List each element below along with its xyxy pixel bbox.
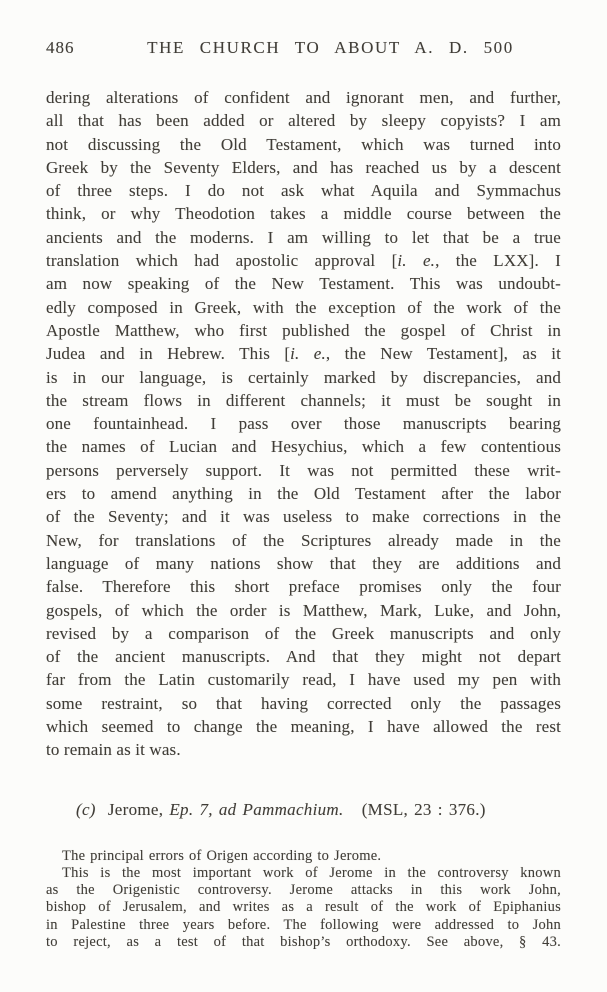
text-line: to reject, as a test of that bishop’s orthodoxy. See above, § 43. bbox=[46, 934, 561, 951]
text-line: Apostle Matthew, who first published the gospel of Christ in bbox=[46, 320, 561, 340]
text-line: of the Seventy; and it was useless to make corrections in the bbox=[46, 507, 561, 527]
citation-line bbox=[46, 798, 561, 822]
text-line: far from the Latin customarily read, I have used my pen with bbox=[46, 670, 561, 690]
text-line: gospels, of which the order is Matthew, Mark, Luke, and John, bbox=[46, 600, 561, 620]
notes-section bbox=[46, 847, 561, 952]
text-line: language of many nations show that they are additions and bbox=[46, 553, 561, 573]
text-line: think, or why Theodotion takes a middle course between the bbox=[46, 204, 561, 224]
citation-segment: (MSL, 23 : 376.) bbox=[343, 799, 486, 819]
text-line: New, for translations of the Scriptures already made in the bbox=[46, 530, 561, 550]
citation-segment: (c) bbox=[76, 799, 96, 819]
citation-segment: Ep. 7, ad Pammachium. bbox=[169, 799, 344, 819]
text-line: edly composed in Greek, with the exception of the work of the bbox=[46, 297, 561, 317]
text-line: Judea and in Hebrew. This [i. e., the New Testament], as it bbox=[46, 344, 561, 364]
notes-lead: The principal errors of Origen according to Jerome. bbox=[62, 847, 382, 864]
page-header bbox=[46, 38, 561, 62]
running-title: THE CHURCH TO ABOUT A. D. 500 bbox=[147, 38, 514, 57]
text-line: which seemed to change the meaning, I have allowed the rest bbox=[46, 717, 561, 737]
text-line: is in our language, is certainly marked by discrepancies, and bbox=[46, 367, 561, 387]
text-line: This is the most important work of Jerome in the controversy known bbox=[62, 864, 561, 881]
text-line: am now speaking of the New Testament. This was undoubt- bbox=[46, 274, 561, 294]
text-line: as the Origenistic controversy. Jerome attacks in this work John, bbox=[46, 882, 561, 898]
citation-segment: Jerome, bbox=[95, 799, 170, 819]
text-line: ers to amend anything in the Old Testament after the labor bbox=[46, 484, 561, 504]
text-line: some restraint, so that having corrected only the passages bbox=[46, 693, 561, 713]
text-line: of the ancient manuscripts. And that they might not depart bbox=[46, 647, 561, 667]
body-text bbox=[46, 86, 561, 762]
text-line: the names of Lucian and Hesychius, which a few contentious bbox=[46, 437, 561, 457]
text-line: to remain as it was. bbox=[46, 740, 181, 760]
text-line: in Palestine three years before. The following were addressed to John bbox=[46, 916, 561, 933]
text-line: dering alterations of confident and ignorant men, and further, bbox=[46, 88, 561, 107]
text-line: the stream flows in different channels; it must be sought in bbox=[46, 390, 561, 410]
text-line: not discussing the Old Testament, which was turned into bbox=[46, 134, 561, 154]
text-line: translation which had apostolic approval [i. e., the LXX]. I bbox=[46, 251, 561, 271]
text-line: persons perversely support. It was not permitted these writ- bbox=[46, 460, 561, 480]
text-line: one fountainhead. I pass over those manuscripts bearing bbox=[46, 414, 561, 434]
text-line: ancients and the moderns. I am willing to let that be a true bbox=[46, 227, 561, 247]
page-number: 486 bbox=[46, 38, 75, 57]
notes-paragraph bbox=[46, 865, 561, 952]
text-line: all that has been added or altered by sleepy copyists? I am bbox=[46, 111, 561, 131]
text-line: revised by a comparison of the Greek manuscripts and only bbox=[46, 623, 561, 643]
text-line: false. Therefore this short preface promises only the four bbox=[46, 577, 561, 597]
text-line: of three steps. I do not ask what Aquila and Symmachus bbox=[46, 181, 561, 201]
text-line: bishop of Jerusalem, and writes as a result of the work of Epiphanius bbox=[46, 899, 561, 916]
text-line: Greek by the Seventy Elders, and has reached us by a descent bbox=[46, 157, 561, 177]
